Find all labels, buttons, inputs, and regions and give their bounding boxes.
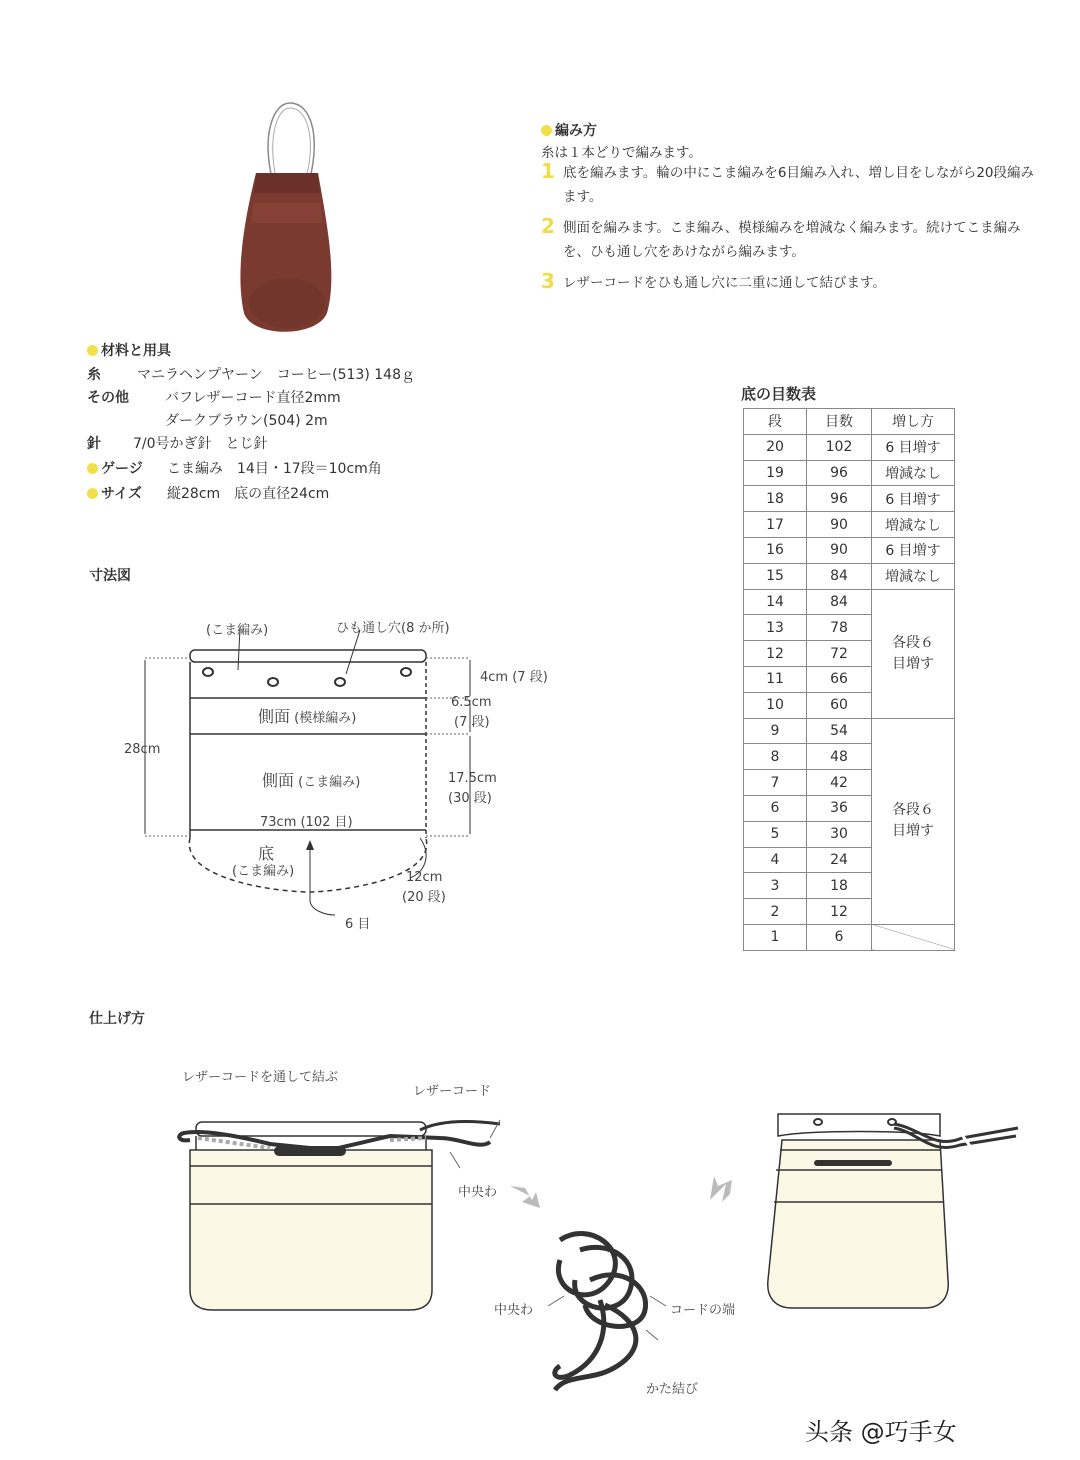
yellow-dot-icon <box>87 488 98 499</box>
materials-other-2: ダークブラウン(504) 2m <box>165 413 328 429</box>
method-step-1: 1 底を編みます。輪の中にこま編みを6目編み入れ、増し目をしながら20段編みます。 <box>541 159 1034 205</box>
materials-other: その他 バフレザーコード直径2mm <box>87 390 341 406</box>
table-row: 1 6 <box>744 924 955 950</box>
label-koma: (こま編み) <box>206 623 269 638</box>
table-row: 11 66 <box>744 666 955 692</box>
table-title: 底の目数表 <box>741 385 817 403</box>
yellow-dot-icon <box>87 345 98 356</box>
materials-heading: 材料と用具 <box>87 340 171 360</box>
table-row: 6 36 <box>744 795 955 821</box>
label-30dan: (30 段) <box>448 791 492 806</box>
table-row: 9 54 各段６目増す <box>744 718 955 744</box>
materials-needle: 針 7/0号かぎ針 とじ針 <box>87 436 268 452</box>
label-center-2: 中央わ <box>494 1303 534 1318</box>
table-row: 2 12 <box>744 899 955 925</box>
dimension-heading: 寸法図 <box>89 568 131 584</box>
label-cord-end: コードの端 <box>670 1303 736 1318</box>
finishing-heading: 仕上げ方 <box>89 1011 145 1027</box>
table-row: 15 84 増減なし <box>744 563 955 589</box>
label-73cm: 73cm (102 目) <box>260 815 353 830</box>
label-bottom: 底 <box>258 844 275 863</box>
label-20dan: (20 段) <box>402 890 446 905</box>
table-header-row: 段 目数 増し方 <box>744 409 955 435</box>
label-side-sc: 側面 (こま編み) <box>262 771 361 790</box>
method-step-2: 2 側面を編みます。こま編み、模様編みを増減なく編みます。続けてこま編みを、ひも通し穴をあけながら編みます。 <box>541 214 1021 260</box>
label-knot: かた結び <box>646 1382 699 1397</box>
label-side-pattern: 側面 (模様編み) <box>258 707 357 726</box>
label-cord-through: レザーコードを通して結ぶ <box>182 1070 339 1085</box>
table-row: 18 96 6 目増す <box>744 486 955 512</box>
table-row: 13 78 <box>744 615 955 641</box>
method-intro: 糸は１本どりで編みます。 <box>541 145 702 161</box>
table-row: 3 18 <box>744 873 955 899</box>
finishing-diagram <box>170 1090 1050 1400</box>
table-row: 20 102 6 目増す <box>744 434 955 460</box>
table-row: 7 42 <box>744 770 955 796</box>
label-6me: 6 目 <box>345 917 371 932</box>
materials-yarn: 糸 マニラヘンプヤーン コーヒー(513) 148ｇ <box>87 367 415 383</box>
materials-size: サイズ 縦28cm 底の直径24cm <box>87 483 329 503</box>
table-row: 14 84 各段６目増す <box>744 589 955 615</box>
label-28cm: 28cm <box>124 742 161 757</box>
label-bottom-sub: (こま編み) <box>232 864 295 879</box>
merged-cell-1: 各段６目増す <box>872 589 955 718</box>
table-row: 17 90 増減なし <box>744 512 955 538</box>
method-step-3: 3 レザーコードをひも通し穴に二重に通して結びます。 <box>541 269 886 293</box>
table-row: 16 90 6 目増す <box>744 537 955 563</box>
label-holes: ひも通し穴(8 か所) <box>336 621 450 636</box>
label-17-5cm: 17.5cm <box>448 771 497 786</box>
merged-cell-2: 各段６目増す <box>872 718 955 924</box>
label-4cm: 4cm (7 段) <box>480 670 548 685</box>
bag-photo <box>232 98 337 338</box>
label-12cm: 12cm <box>406 870 443 885</box>
table-row: 19 96 増減なし <box>744 460 955 486</box>
stitch-table <box>743 408 955 951</box>
table-row: 8 48 <box>744 744 955 770</box>
table-row: 4 24 <box>744 847 955 873</box>
materials-gauge: ゲージ こま編み 14目・17段＝10cm角 <box>87 458 382 478</box>
table-row: 10 60 <box>744 692 955 718</box>
label-center: 中央わ <box>458 1185 498 1200</box>
watermark-text: 头条 @巧手女 <box>805 1418 957 1446</box>
label-7dan: (7 段) <box>454 715 490 730</box>
yellow-dot-icon <box>87 463 98 474</box>
table-row: 12 72 <box>744 641 955 667</box>
yellow-dot-icon <box>541 125 552 136</box>
table-row: 5 30 <box>744 821 955 847</box>
method-heading: 編み方 <box>541 120 597 140</box>
label-cord: レザーコード <box>413 1084 492 1099</box>
empty-diagonal-cell <box>872 924 955 950</box>
label-6-5cm: 6.5cm <box>451 695 492 710</box>
